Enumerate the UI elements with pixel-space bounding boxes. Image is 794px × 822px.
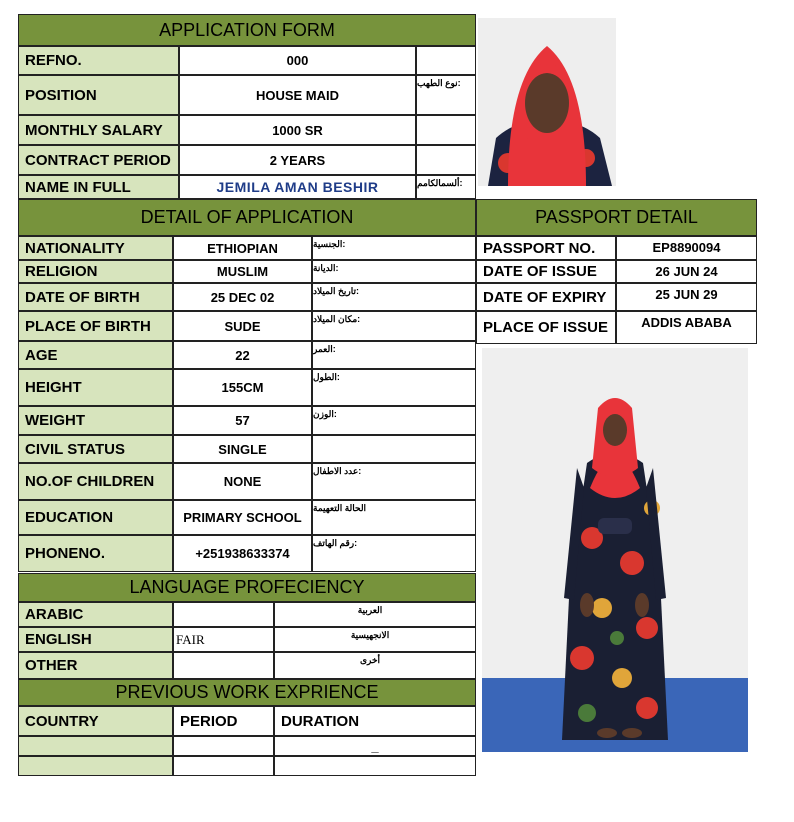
- detail-label: RELIGION: [18, 260, 173, 283]
- detail-label: DATE OF BIRTH: [18, 283, 173, 311]
- detail-label: NO.OF CHILDREN: [18, 463, 173, 500]
- app-arabic-label: :نوع الطهب: [416, 75, 476, 115]
- detail-arabic-label: :رقم الهاتف: [312, 535, 476, 572]
- detail-arabic-label: الحالة التعهيمة: [312, 500, 476, 535]
- work-cell: [173, 756, 274, 776]
- work-cell: [18, 756, 173, 776]
- app-value: 1000 SR: [179, 115, 416, 145]
- headshot-photo: [478, 18, 616, 186]
- detail-value: 22: [173, 341, 312, 369]
- passport-label: DATE OF ISSUE: [476, 260, 616, 283]
- app-value: HOUSE MAID: [179, 75, 416, 115]
- app-value: JEMILA AMAN BESHIR: [179, 175, 416, 199]
- language-arabic-label: الانجهيسية: [274, 627, 476, 652]
- app-value: 2 YEARS: [179, 145, 416, 175]
- app-label: REFNO.: [18, 46, 179, 75]
- passport-value: EP8890094: [616, 236, 757, 260]
- language-label: ENGLISH: [18, 627, 173, 652]
- detail-arabic-label: [312, 435, 476, 463]
- detail-value: 25 DEC 02: [173, 283, 312, 311]
- passport-label: PASSPORT NO.: [476, 236, 616, 260]
- passport-value: 26 JUN 24: [616, 260, 757, 283]
- detail-value: SUDE: [173, 311, 312, 341]
- detail-value: 57: [173, 406, 312, 435]
- app-label: NAME IN FULL: [18, 175, 179, 199]
- application-form-header: [18, 14, 476, 46]
- passport-header: [476, 199, 757, 236]
- detail-label: AGE: [18, 341, 173, 369]
- application-form-title: APPLICATION FORM: [159, 19, 335, 40]
- detail-arabic-label: :العمر: [312, 341, 476, 369]
- language-value: [173, 602, 274, 627]
- passport-value: 25 JUN 29: [616, 283, 757, 311]
- work-column-header: COUNTRY: [18, 706, 173, 736]
- detail-value: 155CM: [173, 369, 312, 406]
- app-arabic-label: :ألسمالكامم: [416, 175, 476, 199]
- full-body-illustration: [482, 348, 748, 752]
- app-arabic-label: [416, 115, 476, 145]
- detail-value: ETHIOPIAN: [173, 236, 312, 260]
- work-column-header: DURATION: [274, 706, 476, 736]
- detail-value: MUSLIM: [173, 260, 312, 283]
- work-title: PREVIOUS WORK EXPRIENCE: [115, 682, 379, 702]
- detail-label: WEIGHT: [18, 406, 173, 435]
- app-arabic-label: [416, 145, 476, 175]
- language-label: OTHER: [18, 652, 173, 679]
- detail-arabic-label: :الوزن: [312, 406, 476, 435]
- work-cell: [18, 736, 173, 756]
- work-column-header: PERIOD: [173, 706, 274, 736]
- app-value: 000: [179, 46, 416, 75]
- language-arabic-label: أخرى: [274, 652, 476, 679]
- app-label: POSITION: [18, 75, 179, 115]
- headshot-illustration: [478, 18, 616, 186]
- passport-label: PLACE OF ISSUE: [476, 311, 616, 344]
- detail-label: HEIGHT: [18, 369, 173, 406]
- language-value: FAIR: [173, 627, 274, 652]
- language-value: [173, 652, 274, 679]
- detail-arabic-label: :الجنسية: [312, 236, 476, 260]
- app-label: CONTRACT PERIOD: [18, 145, 179, 175]
- passport-value: ADDIS ABABA: [616, 311, 757, 344]
- detail-label: PHONENO.: [18, 535, 173, 572]
- detail-value: +251938633374: [173, 535, 312, 572]
- detail-header: [18, 199, 476, 236]
- language-header: [18, 573, 476, 602]
- detail-arabic-label: :الطول: [312, 369, 476, 406]
- detail-label: NATIONALITY: [18, 236, 173, 260]
- work-header: [18, 679, 476, 706]
- detail-label: CIVIL STATUS: [18, 435, 173, 463]
- detail-label: PLACE OF BIRTH: [18, 311, 173, 341]
- language-arabic-label: العربية: [274, 602, 476, 627]
- passport-title: PASSPORT DETAIL: [535, 207, 698, 227]
- language-title: LANGUAGE PROFECIENCY: [129, 577, 365, 597]
- detail-arabic-label: :تاريخ الميلاد: [312, 283, 476, 311]
- detail-value: PRIMARY SCHOOL: [173, 500, 312, 535]
- app-label: MONTHLY SALARY: [18, 115, 179, 145]
- detail-title: DETAIL OF APPLICATION: [140, 207, 354, 227]
- detail-value: SINGLE: [173, 435, 312, 463]
- language-label: ARABIC: [18, 602, 173, 627]
- detail-value: NONE: [173, 463, 312, 500]
- detail-label: EDUCATION: [18, 500, 173, 535]
- work-cell: [274, 756, 476, 776]
- detail-arabic-label: :عدد الاطفال: [312, 463, 476, 500]
- detail-arabic-label: :الديانة: [312, 260, 476, 283]
- app-arabic-label: [416, 46, 476, 75]
- work-cell: [173, 736, 274, 756]
- full-body-photo: [482, 348, 748, 752]
- work-cell: _: [274, 736, 476, 756]
- passport-label: DATE OF EXPIRY: [476, 283, 616, 311]
- detail-arabic-label: :مكان الميلاد: [312, 311, 476, 341]
